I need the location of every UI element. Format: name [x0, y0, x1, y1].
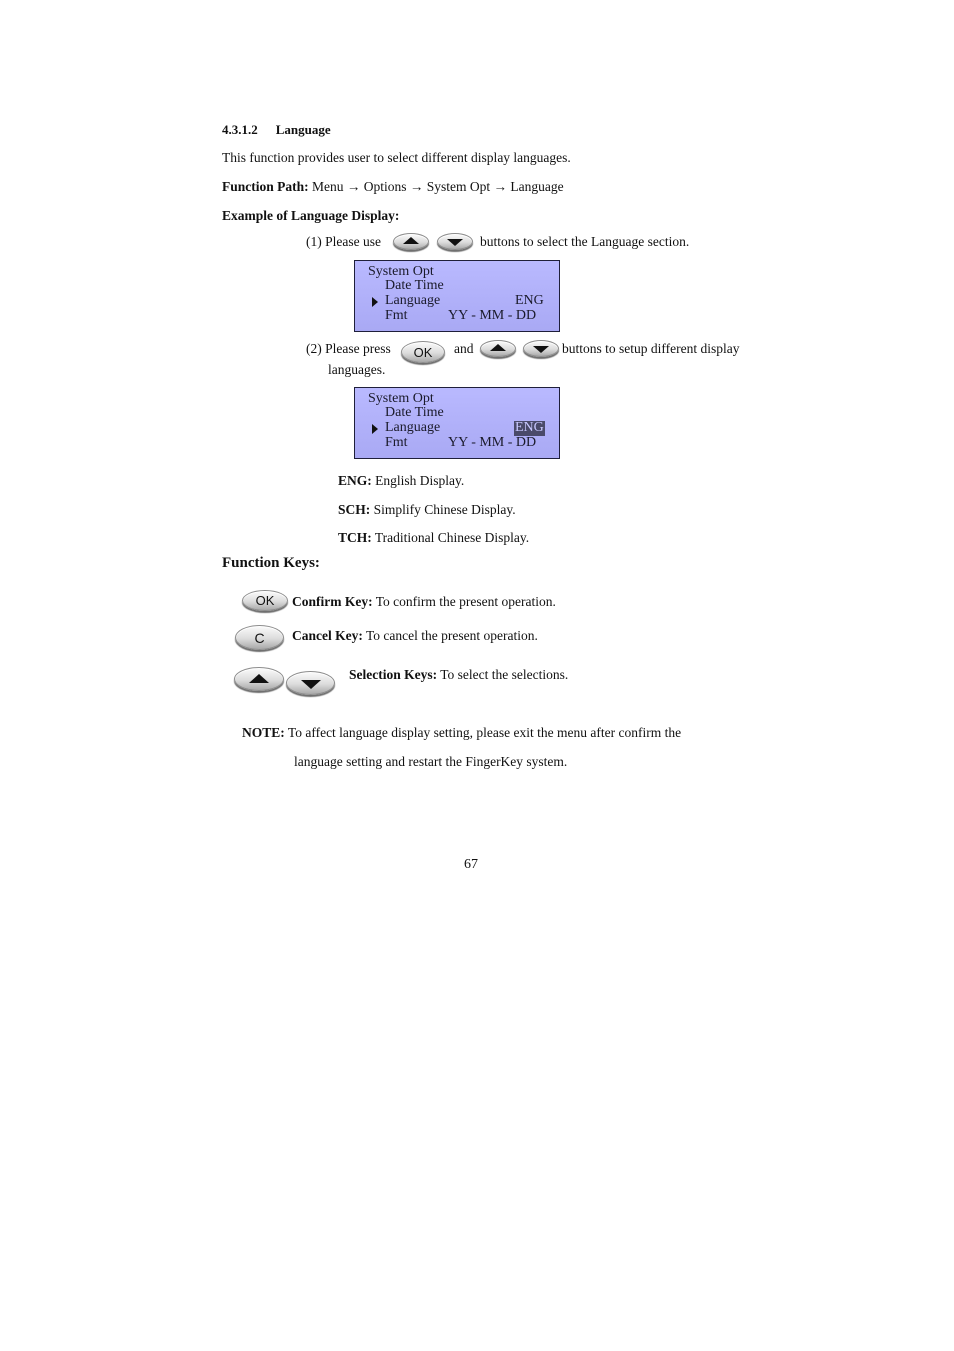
path-arrow: → — [409, 179, 424, 194]
option-tch: TCH: Traditional Chinese Display. — [338, 530, 530, 545]
cancel-key-icon: C — [235, 625, 284, 650]
step1-prefix: (1) Please use — [306, 234, 381, 249]
path-step: Options — [363, 179, 407, 194]
option-sch: SCH: Simplify Chinese Display. — [338, 502, 516, 517]
path-step: Language — [510, 179, 564, 194]
step1-suffix: buttons to select the Language section. — [480, 234, 690, 249]
lcd-cursor-icon — [372, 297, 378, 307]
lcd-line-language: Language — [385, 293, 441, 308]
step2-prefix: (2) Please press — [306, 341, 391, 356]
example-heading: Example of Language Display: — [222, 208, 400, 223]
lcd-line-language: Language — [385, 420, 441, 435]
lcd-line-fmt: Fmt — [385, 435, 408, 450]
lcd-cursor-icon — [372, 424, 378, 434]
step2-suffix: buttons to setup different display — [562, 341, 740, 356]
path-arrow: → — [346, 179, 361, 194]
function-path-label: Function Path: — [222, 179, 309, 194]
note-line1: NOTE: To affect language display setting, please exit the menu after confirm the — [242, 725, 682, 740]
up-arrow-key-icon — [480, 340, 516, 357]
lcd-line-title: System Opt — [368, 264, 434, 279]
function-keys-heading: Function Keys: — [222, 555, 320, 571]
section-title: Language — [275, 122, 331, 137]
path-step: Menu — [312, 179, 344, 194]
function-path — [222, 179, 564, 195]
up-arrow-key-icon — [393, 233, 429, 250]
note-label: NOTE: — [242, 725, 285, 740]
ok-key-icon: OK — [401, 341, 445, 363]
lcd-line-datetime: Date Time — [385, 405, 444, 420]
section-heading — [222, 122, 331, 138]
lcd-fmt-value: YY - MM - DD — [448, 435, 537, 450]
note-line2: language setting and restart the FingerKey system. — [294, 754, 568, 769]
lcd-fmt-value: YY - MM - DD — [448, 308, 537, 323]
lcd-language-value: ENG — [515, 293, 544, 308]
path-step: System Opt — [426, 179, 491, 194]
cancel-key-row: Cancel Key: To cancel the present operation. — [292, 628, 538, 643]
step2-and: and — [454, 341, 474, 356]
confirm-key-row: Confirm Key: To confirm the present operation. — [292, 594, 556, 609]
selection-keys-row: Selection Keys: To select the selections. — [349, 667, 569, 682]
section-number: 4.3.1.2 — [222, 122, 258, 137]
lcd-language-value-selected: ENG — [515, 420, 544, 435]
down-arrow-key-icon — [523, 340, 559, 357]
up-arrow-key-icon — [234, 667, 284, 691]
path-arrow: → — [493, 179, 508, 194]
intro-text: This function provides user to select different display languages. — [222, 150, 571, 165]
lcd-line-datetime: Date Time — [385, 278, 444, 293]
ok-key-icon: OK — [242, 590, 288, 611]
lcd-line-title: System Opt — [368, 391, 434, 406]
lcd-line-fmt: Fmt — [385, 308, 408, 323]
down-arrow-key-icon — [437, 233, 473, 250]
lcd-screen-2 — [354, 387, 560, 459]
option-eng: ENG: English Display. — [338, 473, 465, 488]
down-arrow-key-icon — [286, 671, 335, 695]
step2-line2: languages. — [328, 362, 386, 377]
lcd-screen-1 — [354, 260, 560, 332]
page-number: 67 — [464, 857, 478, 872]
